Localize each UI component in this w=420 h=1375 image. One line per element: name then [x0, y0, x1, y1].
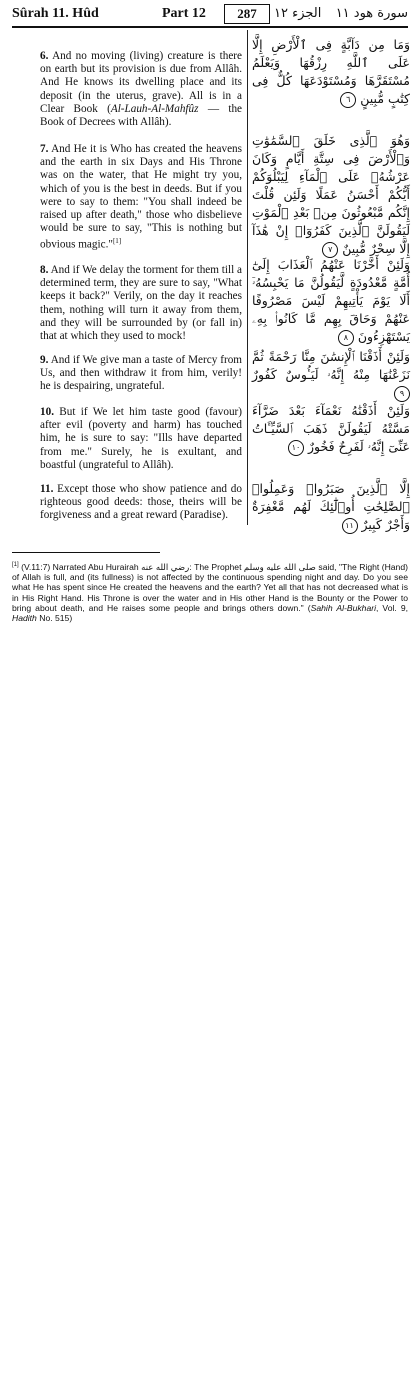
ayah-marker: ٩: [394, 386, 410, 402]
verse-text: And He it is Who has created the heavens and the earth in six Days and His Throne was on the water, that He might try you, which of you is the best in deeds. But if you were to say to them: "You shall indeed be raised up after death," those who disbelieve would be sure to say, "This is nothing but obvious magic.": [40, 143, 242, 252]
verse-7-arabic: [252, 132, 410, 258]
verse-10-arabic: [252, 402, 410, 456]
verse-6-english: [40, 50, 242, 129]
footnote-hadith: Hadith: [12, 613, 37, 624]
ayah-marker: ٨: [338, 330, 354, 346]
verse-italic: Al-Lauh-Al-Mahfûz: [110, 102, 199, 115]
ayah-marker: ١١: [342, 518, 358, 534]
footnote-text: No. 515): [36, 613, 73, 624]
verse-11-arabic: [252, 480, 410, 534]
verse-number: 7.: [40, 143, 49, 155]
footnote-text: , Vol. 9,: [376, 603, 408, 614]
verse-text: — the Book of Decrees with Allâh).: [40, 102, 243, 129]
arabic-text: وَلَئِنْ أَذَقْنَٰهُ نَعْمَآءَ بَعْدَ ضَرَّآءَ مَسَّتْهُ لَيَقُولَنَّ ذَهَبَ ٱلسَّيِّـَٔاتُ عَنِّىٓ إِنَّهُۥ لَفَرِحٌ فَخُورٌ: [252, 403, 410, 454]
juz-arabic: الجزء ١٢: [274, 6, 322, 21]
verse-number: 8.: [40, 264, 49, 276]
arabic-text: وَمَا مِن دَآبَّةٍ فِى ٱلْأَرْضِ إِلَّا عَلَى ٱللَّهِ رِزْقُهَا وَيَعْلَمُ مُسْتَقَرَّهَا وَمُسْتَوْدَعَهَا كُلٌّ فِى كِتَٰبٍ مُّبِينٍ: [252, 37, 410, 106]
verse-text: And if We delay the torment for them till a determined term, they are sure to say, "What keeps it back?" Verily, on the day it reaches them, nothing will turn it away from them, and they will be surrounded by (or fall in) that at which they used to mock!: [40, 264, 242, 343]
ayah-marker: ٧: [322, 242, 338, 258]
header-rule: [12, 26, 408, 28]
verse-8-english: [40, 264, 242, 343]
arabic-text: وَلَئِنْ أَخَّرْنَا عَنْهُمُ ٱلْعَذَابَ إِلَىٰٓ أُمَّةٍ مَّعْدُودَةٍ لَّيَقُولُنَّ مَا يَحْبِسُهُۥٓ أَلَا يَوْمَ يَأْتِيهِمْ لَيْسَ مَصْرُوفًا عَنْهُمْ وَحَاقَ بِهِم مَّا كَانُوا۟ بِهِۦ يَسْتَهْزِءُونَ: [252, 257, 410, 344]
surah-title: Sûrah 11. Hûd: [12, 6, 99, 21]
footnote: [12, 560, 408, 624]
arabic-text: إِلَّا ٱلَّذِينَ صَبَرُوا۟ وَعَمِلُوا۟ ٱلصَّٰلِحَٰتِ أُو۟لَٰٓئِكَ لَهُم مَّغْفِرَةٌ وَأَجْرٌ كَبِيرٌ: [252, 481, 410, 532]
page-number: 287: [224, 4, 270, 24]
verse-6-arabic: [252, 36, 410, 108]
surah-arabic: سورة هود ١١: [335, 6, 408, 21]
verse-8-arabic: [252, 256, 410, 346]
verse-number: 9.: [40, 354, 49, 366]
ayah-marker: ١٠: [288, 440, 304, 456]
verse-9-english: [40, 354, 242, 394]
arabic-text: وَلَئِنْ أَذَقْنَا ٱلْإِنسَٰنَ مِنَّا رَحْمَةً ثُمَّ نَزَعْنَٰهَا مِنْهُ إِنَّهُۥ لَيَـُٔوسٌ كَفُورٌ: [252, 349, 410, 382]
footnote-text: (V.11:7) Narrated Abu Hurairah رضي الله عنه: The Prophet صلى الله عليه وسلم said, "The Right (Hand) of Allah is full, and (its fullness) is not affected by the continuous spending night and day. Do you see what He has spent since He created the heavens and the earth? Yet all that has not decreased what is in His Right Hand. His Throne is over the water and in His other Hand is the Bounty or the Power to bring about death, and He raises some people and brings others down." (: [12, 561, 408, 614]
footnote-marker: [1]: [12, 562, 19, 568]
verse-10-english: [40, 406, 242, 472]
verse-number: 6.: [40, 50, 49, 62]
verse-number: 11.: [40, 483, 54, 495]
arabic-text: وَهُوَ ٱلَّذِى خَلَقَ ٱلسَّمَٰوَٰتِ وَٱلْأَرْضَ فِى سِتَّةِ أَيَّامٍ وَكَانَ عَرْشُهُۥ عَلَى ٱلْمَآءِ لِيَبْلُوَكُمْ أَيُّكُمْ أَحْسَنُ عَمَلًا وَلَئِن قُلْتَ إِنَّكُم مَّبْعُوثُونَ مِنۢ بَعْدِ ٱلْمَوْتِ لَيَقُولَنَّ ٱلَّذِينَ كَفَرُوٓا۟ إِنْ هَٰذَآ إِلَّا سِحْرٌ مُّبِينٌ: [252, 133, 410, 256]
column-divider: [247, 30, 248, 525]
footnote-rule: [12, 552, 160, 553]
ayah-marker: ٦: [340, 92, 356, 108]
footnote-source: Sahih Al-Bukhari: [310, 603, 376, 614]
verse-text: And if We give man a taste of Mercy from Us, and then withdraw it from him, verily! he is despairing, ungrateful.: [40, 354, 242, 393]
verse-number: 10.: [40, 406, 54, 418]
footnote-marker: [1]: [112, 237, 122, 246]
verse-9-arabic: [252, 348, 410, 402]
verse-text: Except those who show patience and do righteous good deeds: those, theirs will be forgiveness and a great reward (Paradise).: [40, 483, 242, 522]
verse-text: But if We let him taste good (favour) after evil (poverty and harm) has touched him, he is sure to say: "Ills have departed from me." Surely, he is exultant, and boastful (ungrateful to Allâh).: [40, 406, 242, 471]
page-header: [12, 4, 408, 26]
verse-text: And no moving (living) creature is there on earth but its provision is due from Allâh. And He knows its dwelling place and its deposit (in the uterus, grave). All is in a Clear Book (: [40, 50, 242, 115]
verse-7-english: [40, 143, 242, 252]
verse-11-english: [40, 483, 242, 523]
part-label: Part 12: [162, 6, 206, 21]
